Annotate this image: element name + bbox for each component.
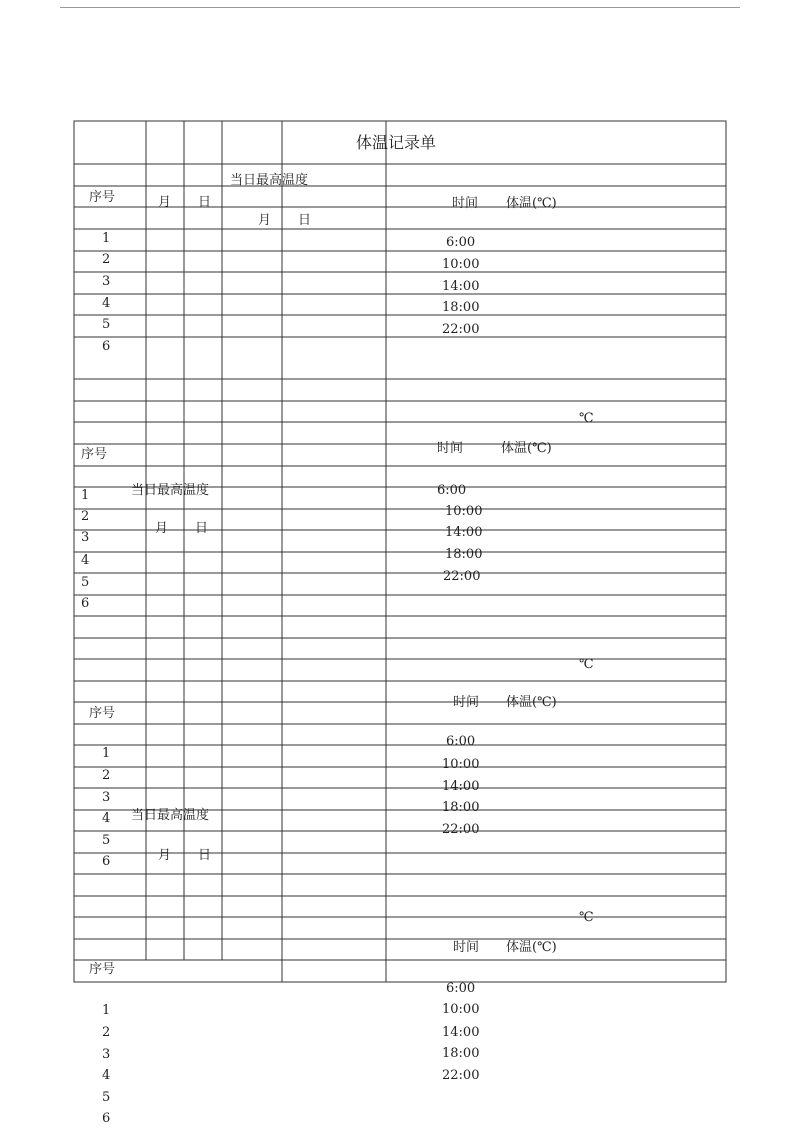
daily-max-label: 当日最高温度 (230, 173, 309, 188)
time-value: 10:00 (445, 504, 483, 519)
temp-header: 体温(℃) (506, 196, 557, 211)
time-value: 18:00 (445, 547, 483, 562)
time-value: 22:00 (443, 569, 481, 584)
daily-max-label: 当日最高温度 (131, 808, 210, 823)
time-value: 10:00 (442, 257, 480, 272)
temp-header: 体温(℃) (501, 441, 552, 456)
time-header: 时间 (452, 196, 479, 211)
row-number: 1 (102, 231, 111, 246)
row-number: 1 (102, 1003, 111, 1018)
row-number: 3 (102, 1047, 111, 1062)
day-header: 日 (195, 521, 209, 536)
celsius-unit: ℃ (579, 657, 594, 672)
time-value: 6:00 (437, 483, 467, 498)
month-header: 月 (158, 848, 172, 863)
time-value: 22:00 (442, 322, 480, 337)
row-number: 6 (102, 854, 111, 869)
seq-header: 序号 (89, 962, 116, 977)
row-number: 4 (81, 553, 90, 568)
row-number: 1 (81, 488, 90, 503)
row-number: 3 (102, 790, 111, 805)
time-value: 10:00 (442, 1002, 480, 1017)
time-value: 18:00 (442, 1046, 480, 1061)
time-value: 6:00 (446, 734, 476, 749)
celsius-unit: ℃ (579, 411, 594, 426)
time-value: 18:00 (442, 800, 480, 815)
celsius-unit: ℃ (579, 910, 594, 925)
seq-header: 序号 (89, 190, 116, 205)
seq-header: 序号 (89, 706, 116, 721)
row-number: 6 (102, 339, 111, 354)
row-number: 2 (102, 768, 111, 783)
time-value: 18:00 (442, 300, 480, 315)
row-number: 5 (102, 833, 111, 848)
row-number: 2 (102, 252, 111, 267)
row-number: 3 (81, 530, 90, 545)
time-value: 22:00 (442, 1068, 480, 1083)
time-value: 22:00 (442, 822, 480, 837)
row-number: 6 (102, 1111, 111, 1126)
daily-max-label: 当日最高温度 (131, 483, 210, 498)
time-value: 14:00 (445, 525, 483, 540)
time-value: 6:00 (446, 981, 476, 996)
row-number: 2 (102, 1025, 111, 1040)
row-number: 5 (102, 1090, 111, 1105)
month-header: 月 (258, 213, 272, 228)
time-header: 时间 (437, 441, 464, 456)
temp-header: 体温(℃) (506, 695, 557, 710)
row-number: 3 (102, 274, 111, 289)
row-number: 6 (81, 596, 90, 611)
row-number: 4 (102, 811, 111, 826)
row-number: 2 (81, 509, 90, 524)
time-value: 10:00 (442, 757, 480, 772)
row-number: 5 (81, 575, 90, 590)
row-number: 1 (102, 746, 111, 761)
day-header: 日 (198, 195, 212, 210)
day-header: 日 (298, 213, 312, 228)
day-header: 日 (198, 848, 212, 863)
page-title: 体温记录单 (356, 133, 437, 152)
time-header: 时间 (453, 695, 480, 710)
row-number: 4 (102, 296, 111, 311)
seq-header: 序号 (81, 447, 108, 462)
time-value: 14:00 (442, 1025, 480, 1040)
time-header: 时间 (453, 940, 480, 955)
month-header: 月 (158, 195, 172, 210)
time-value: 14:00 (442, 279, 480, 294)
month-header: 月 (155, 521, 169, 536)
row-number: 4 (102, 1068, 111, 1083)
time-value: 6:00 (446, 235, 476, 250)
temp-header: 体温(℃) (506, 940, 557, 955)
row-number: 5 (102, 317, 111, 332)
time-value: 14:00 (442, 779, 480, 794)
